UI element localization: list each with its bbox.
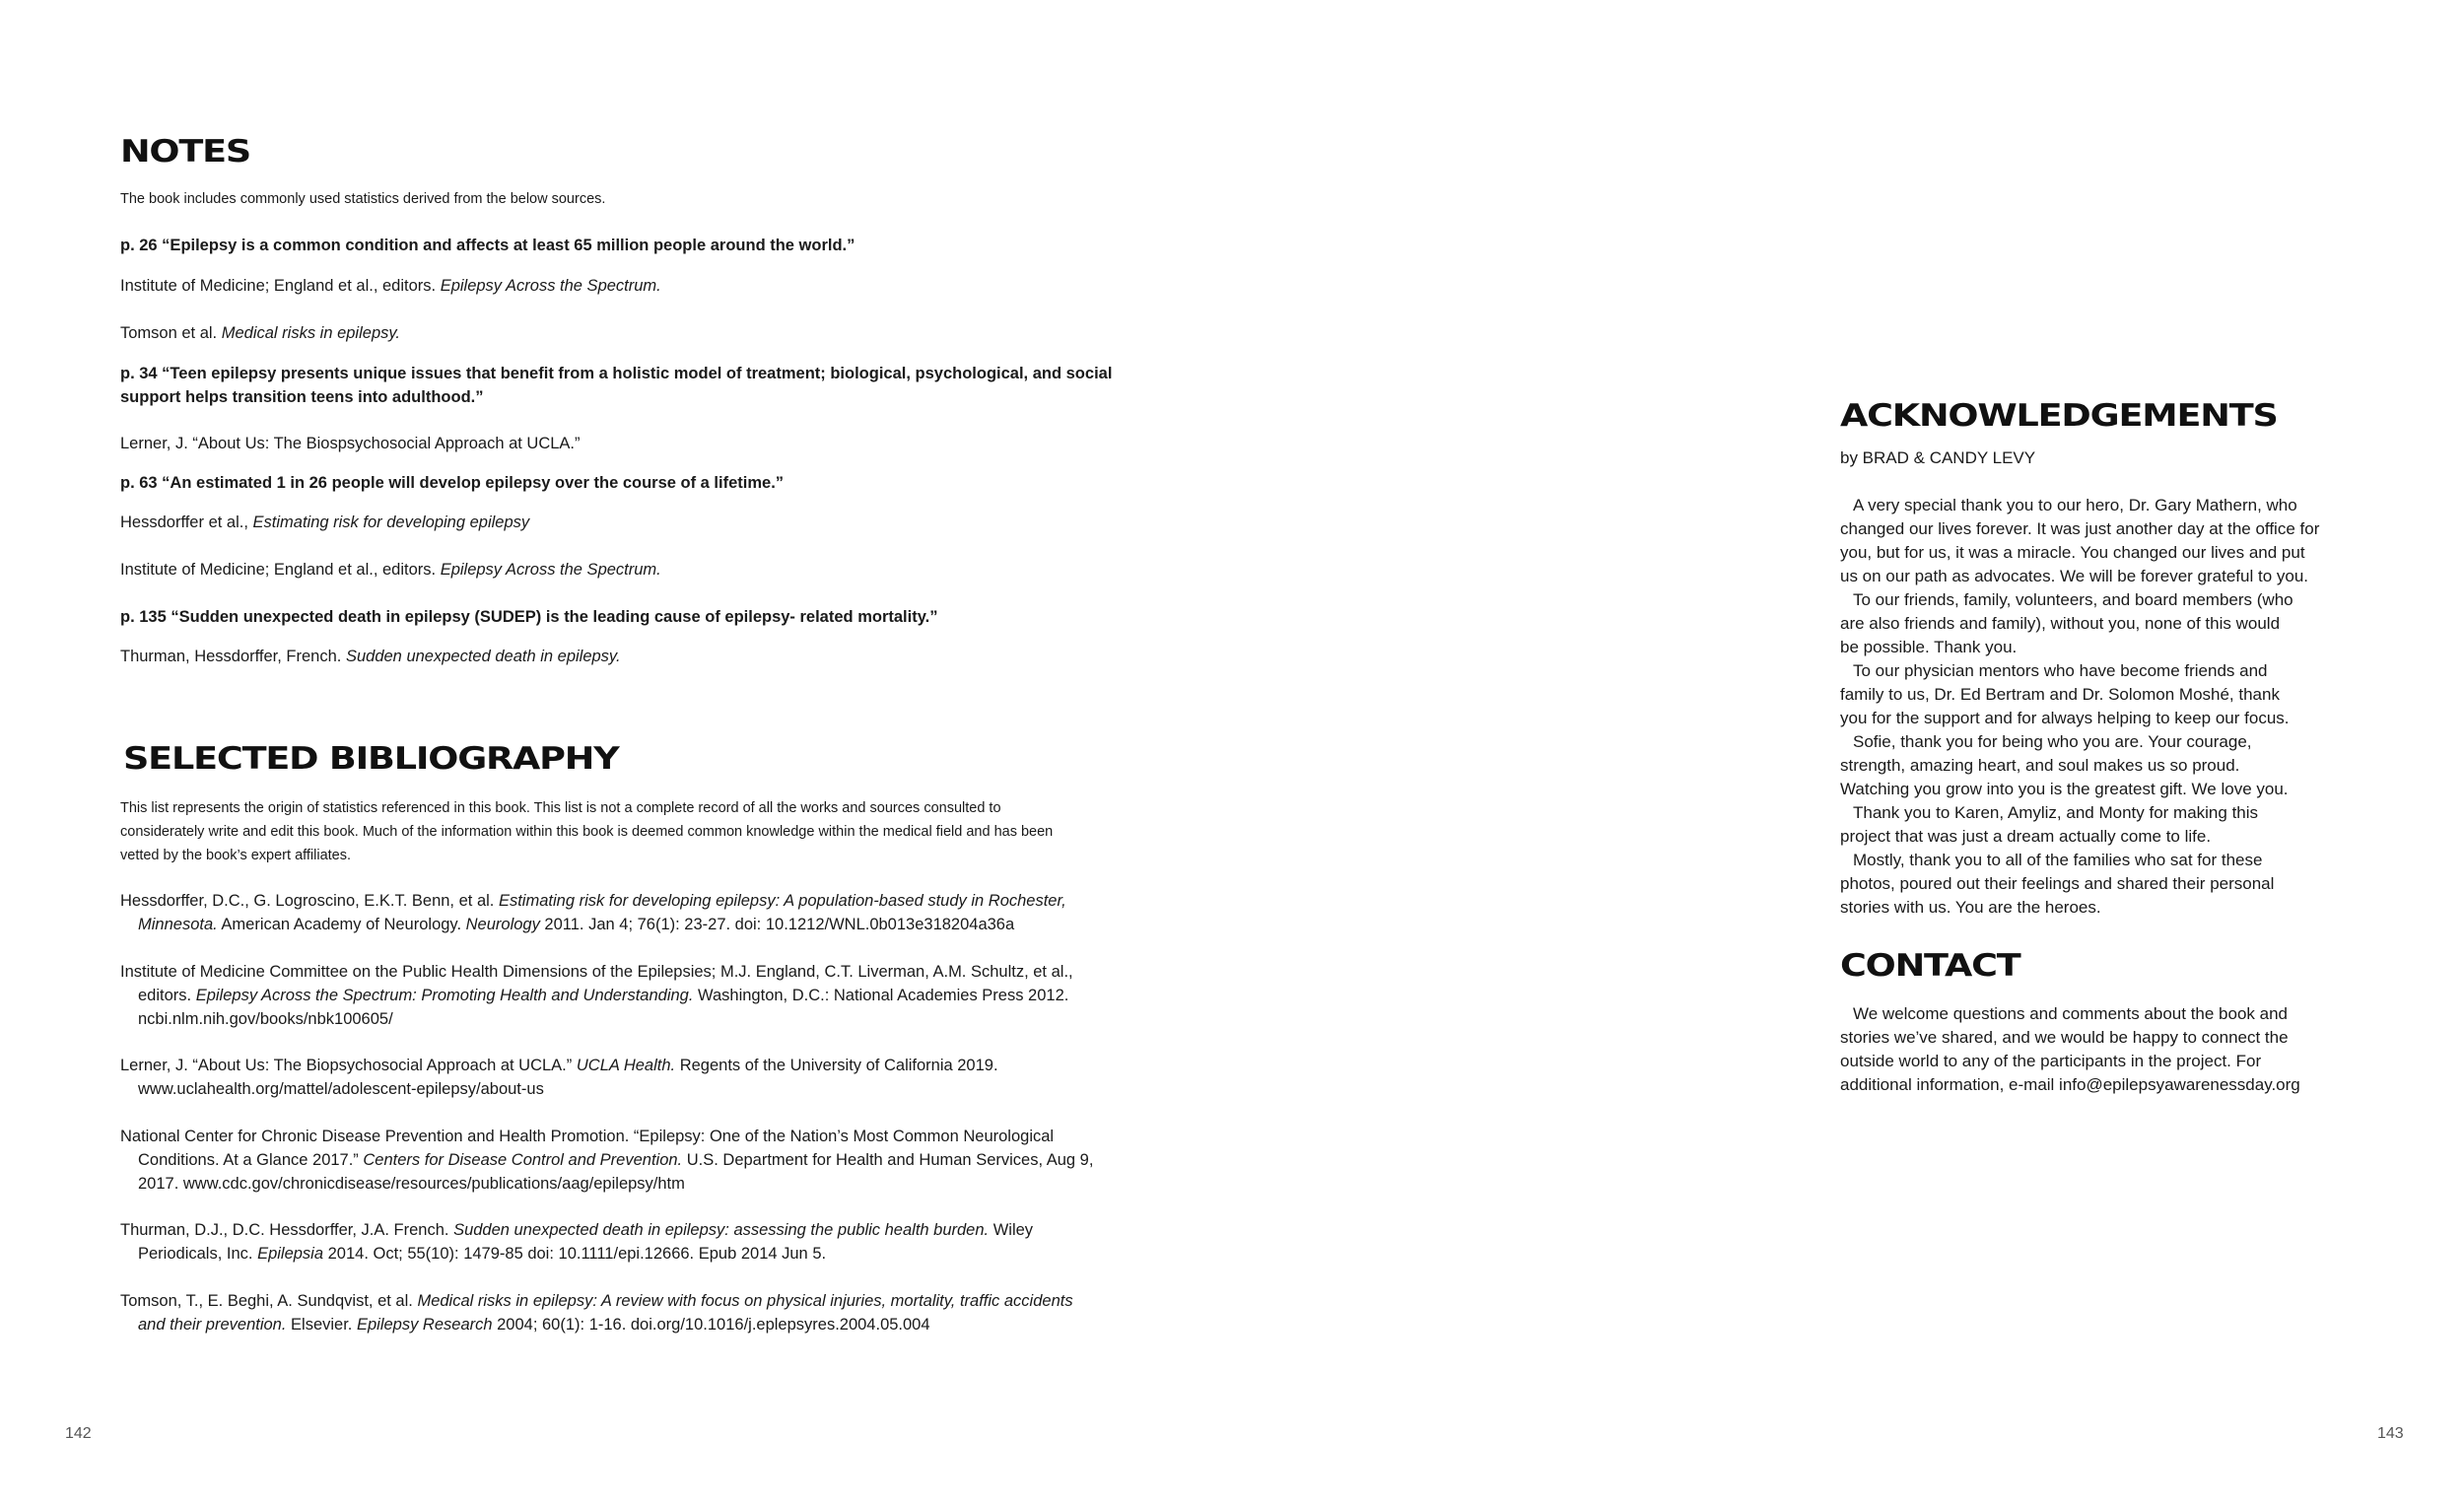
ack-p6-line-2: photos, poured out their feelings and shared their personal bbox=[1840, 874, 2275, 893]
note-2-quote bbox=[120, 362, 1112, 409]
page-number-right: 143 bbox=[2377, 1425, 2404, 1442]
note-4-source-1 bbox=[120, 645, 621, 668]
bib-6-journal: Epilepsy Research bbox=[356, 1316, 493, 1334]
acknowledgements-body bbox=[1840, 494, 2392, 920]
bibliography-entry-3 bbox=[120, 1054, 998, 1101]
acknowledgements-heading: ACKNOWLEDGEMENTS bbox=[1840, 398, 2278, 434]
ack-p6-line-3: stories with us. You are the heroes. bbox=[1840, 898, 2101, 917]
bib-2-publisher: Washington, D.C.: National Academies Press 2012. bbox=[693, 987, 1069, 1004]
bib-5-publisher-cont: Periodicals, Inc. bbox=[138, 1245, 258, 1263]
bib-3-url: www.uclahealth.org/mattel/adolescent-epilepsy/about-us bbox=[138, 1080, 544, 1098]
bib-5-publisher: Wiley bbox=[989, 1221, 1034, 1239]
bib-6-details: 2004; 60(1): 1-16. doi.org/10.1016/j.eplepsyres.2004.05.004 bbox=[492, 1316, 930, 1334]
note-3-source-2-title: Epilepsy Across the Spectrum. bbox=[440, 561, 661, 579]
ack-paragraph-5 bbox=[1840, 801, 2392, 849]
bibliography-entry-6 bbox=[120, 1289, 1073, 1336]
bibliography-intro-line-3: vetted by the book’s expert affiliates. bbox=[120, 848, 352, 863]
note-1-source-2-title: Medical risks in epilepsy. bbox=[221, 324, 400, 342]
note-4-source-1-title: Sudden unexpected death in epilepsy. bbox=[345, 648, 621, 665]
bib-3-publisher: Regents of the University of California 2019. bbox=[675, 1057, 998, 1074]
bibliography-intro-line-1: This list represents the origin of statistics referenced in this book. This list is not a complete record of all the works and sources consulted to bbox=[120, 800, 1001, 816]
note-3-source-1-text: Hessdorffer et al., bbox=[120, 513, 253, 531]
bib-5-journal: Epilepsia bbox=[257, 1245, 324, 1263]
ack-p1-line-2: changed our lives forever. It was just another day at the office for bbox=[1840, 519, 2320, 538]
note-2-source-1: Lerner, J. “About Us: The Biospsychosocial Approach at UCLA.” bbox=[120, 435, 581, 452]
bibliography-entry-2 bbox=[120, 960, 1073, 1031]
bib-4-title: Conditions. At a Glance 2017.” bbox=[138, 1151, 364, 1169]
bib-4-authors: National Center for Chronic Disease Prevention and Health Promotion. “Epilepsy: One of the Nation’s Most Common Neurological bbox=[120, 1128, 1055, 1145]
bibliography-entry-1 bbox=[120, 889, 1066, 936]
ack-paragraph-4 bbox=[1840, 730, 2392, 801]
ack-p4-line-3: Watching you grow into you is the greatest gift. We love you. bbox=[1840, 780, 2289, 798]
bib-3-authors: Lerner, J. “About Us: The Biopsychosocial Approach at UCLA.” bbox=[120, 1057, 577, 1074]
note-1-source-1-text: Institute of Medicine; England et al., editors. bbox=[120, 277, 441, 295]
bib-2-title: Epilepsy Across the Spectrum: Promoting Health and Understanding. bbox=[195, 987, 694, 1004]
contact-line-3: outside world to any of the participants in the project. For bbox=[1840, 1052, 2262, 1070]
bib-3-source: UCLA Health. bbox=[576, 1057, 676, 1074]
contact-line-1: We welcome questions and comments about the book and bbox=[1853, 1004, 2289, 1023]
bib-1-journal: Neurology bbox=[465, 916, 540, 933]
ack-p1-line-4: us on our path as advocates. We will be forever grateful to you. bbox=[1840, 567, 2309, 585]
note-3-source-1-title: Estimating risk for developing epilepsy bbox=[252, 513, 530, 531]
note-1-source-1-title: Epilepsy Across the Spectrum. bbox=[440, 277, 661, 295]
note-1-source-1 bbox=[120, 274, 661, 298]
ack-p2-line-1: To our friends, family, volunteers, and board members (who bbox=[1853, 590, 2293, 609]
bibliography-heading: SELECTED BIBLIOGRAPHY bbox=[123, 741, 619, 777]
ack-p2-line-3: be possible. Thank you. bbox=[1840, 638, 2018, 656]
right-page bbox=[1232, 0, 2464, 1506]
bib-5-authors: Thurman, D.J., D.C. Hessdorffer, J.A. French. bbox=[120, 1221, 454, 1239]
note-3-source-2-text: Institute of Medicine; England et al., editors. bbox=[120, 561, 441, 579]
ack-p4-line-2: strength, amazing heart, and soul makes us so proud. bbox=[1840, 756, 2240, 775]
note-1-quote: p. 26 “Epilepsy is a common condition and affects at least 65 million people around the world.” bbox=[120, 237, 856, 254]
bib-1-authors: Hessdorffer, D.C., G. Logroscino, E.K.T. Benn, et al. bbox=[120, 892, 499, 910]
bib-4-source: Centers for Disease Control and Prevention. bbox=[363, 1151, 683, 1169]
contact-heading: CONTACT bbox=[1840, 948, 2020, 984]
ack-p2-line-2: are also friends and family), without you, none of this would bbox=[1840, 614, 2281, 633]
bib-1-title: Estimating risk for developing epilepsy: A population-based study in Rochester, bbox=[498, 892, 1066, 910]
bib-6-title: Medical risks in epilepsy: A review with focus on physical injuries, mortality, traffic accidents bbox=[417, 1292, 1073, 1310]
bib-2-editors: editors. bbox=[138, 987, 196, 1004]
note-3-source-2 bbox=[120, 558, 661, 582]
ack-paragraph-6 bbox=[1840, 849, 2392, 920]
bib-5-details: 2014. Oct; 55(10): 1479-85 doi: 10.1111/epi.12666. Epub 2014 Jun 5. bbox=[323, 1245, 827, 1263]
bibliography-intro-line-2: considerately write and edit this book. Much of the information within this book is deemed common knowledge within the medical field and has been bbox=[120, 824, 1054, 840]
bib-2-authors: Institute of Medicine Committee on the Public Health Dimensions of the Epilepsies; M.J. England, C.T. Liverman, A.M. Schultz, et al., bbox=[120, 963, 1073, 981]
ack-p4-line-1: Sofie, thank you for being who you are. Your courage, bbox=[1853, 732, 2252, 751]
bib-4-publisher: U.S. Department for Health and Human Services, Aug 9, bbox=[682, 1151, 1094, 1169]
ack-paragraph-2 bbox=[1840, 588, 2392, 659]
notes-heading: NOTES bbox=[120, 134, 251, 170]
note-3-quote: p. 63 “An estimated 1 in 26 people will develop epilepsy over the course of a lifetime.” bbox=[120, 474, 785, 492]
bibliography-entry-5 bbox=[120, 1218, 1033, 1266]
bib-6-publisher: Elsevier. bbox=[286, 1316, 357, 1334]
ack-paragraph-1 bbox=[1840, 494, 2392, 588]
ack-p1-line-1: A very special thank you to our hero, Dr. Gary Mathern, who bbox=[1853, 496, 2297, 514]
notes-intro: The book includes commonly used statistics derived from the below sources. bbox=[120, 191, 606, 207]
bibliography-intro bbox=[120, 796, 1053, 867]
contact-line-4: additional information, e-mail info@epilepsyawarenessday.org bbox=[1840, 1075, 2300, 1094]
bibliography-entry-4 bbox=[120, 1125, 1093, 1196]
note-1-source-2 bbox=[120, 321, 400, 345]
bib-1-publisher: American Academy of Neurology. bbox=[217, 916, 466, 933]
note-1-source-2-text: Tomson et al. bbox=[120, 324, 222, 342]
bib-6-title-cont: and their prevention. bbox=[138, 1316, 287, 1334]
note-4-source-1-text: Thurman, Hessdorffer, French. bbox=[120, 648, 346, 665]
bib-1-title-cont: Minnesota. bbox=[138, 916, 218, 933]
contact-line-2: stories we’ve shared, and we would be happy to connect the bbox=[1840, 1028, 2289, 1047]
bib-5-title: Sudden unexpected death in epilepsy: assessing the public health burden. bbox=[453, 1221, 990, 1239]
ack-p3-line-2: family to us, Dr. Ed Bertram and Dr. Solomon Moshé, thank bbox=[1840, 685, 2280, 704]
bib-2-url: ncbi.nlm.nih.gov/books/nbk100605/ bbox=[138, 1010, 393, 1028]
contact-body bbox=[1840, 1002, 2392, 1097]
ack-p5-line-1: Thank you to Karen, Amyliz, and Monty for making this bbox=[1853, 803, 2259, 822]
ack-p5-line-2: project that was just a dream actually come to life. bbox=[1840, 827, 2212, 846]
page-number-left: 142 bbox=[65, 1425, 92, 1442]
ack-p3-line-3: you for the support and for always helping to keep our focus. bbox=[1840, 709, 2290, 727]
acknowledgements-byline: by BRAD & CANDY LEVY bbox=[1840, 448, 2036, 467]
ack-p3-line-1: To our physician mentors who have become friends and bbox=[1853, 661, 2268, 680]
ack-p6-line-1: Mostly, thank you to all of the families who sat for these bbox=[1853, 851, 2263, 869]
contact-paragraph bbox=[1840, 1002, 2392, 1097]
note-2-quote-line-2: support helps transition teens into adulthood.” bbox=[120, 388, 484, 406]
bib-6-authors: Tomson, T., E. Beghi, A. Sundqvist, et al. bbox=[120, 1292, 418, 1310]
note-4-quote: p. 135 “Sudden unexpected death in epilepsy (SUDEP) is the leading cause of epilepsy- related mortality.” bbox=[120, 608, 938, 626]
bib-4-url: 2017. www.cdc.gov/chronicdisease/resources/publications/aag/epilepsy/htm bbox=[138, 1175, 685, 1193]
ack-p1-line-3: you, but for us, it was a miracle. You changed our lives and put bbox=[1840, 543, 2305, 562]
bib-1-details: 2011. Jan 4; 76(1): 23-27. doi: 10.1212/WNL.0b013e318204a36a bbox=[539, 916, 1015, 933]
note-2-quote-line-1: p. 34 “Teen epilepsy presents unique issues that benefit from a holistic model of treatment; biological, psychological, and social bbox=[120, 365, 1113, 382]
note-3-source-1 bbox=[120, 511, 529, 534]
ack-paragraph-3 bbox=[1840, 659, 2392, 730]
